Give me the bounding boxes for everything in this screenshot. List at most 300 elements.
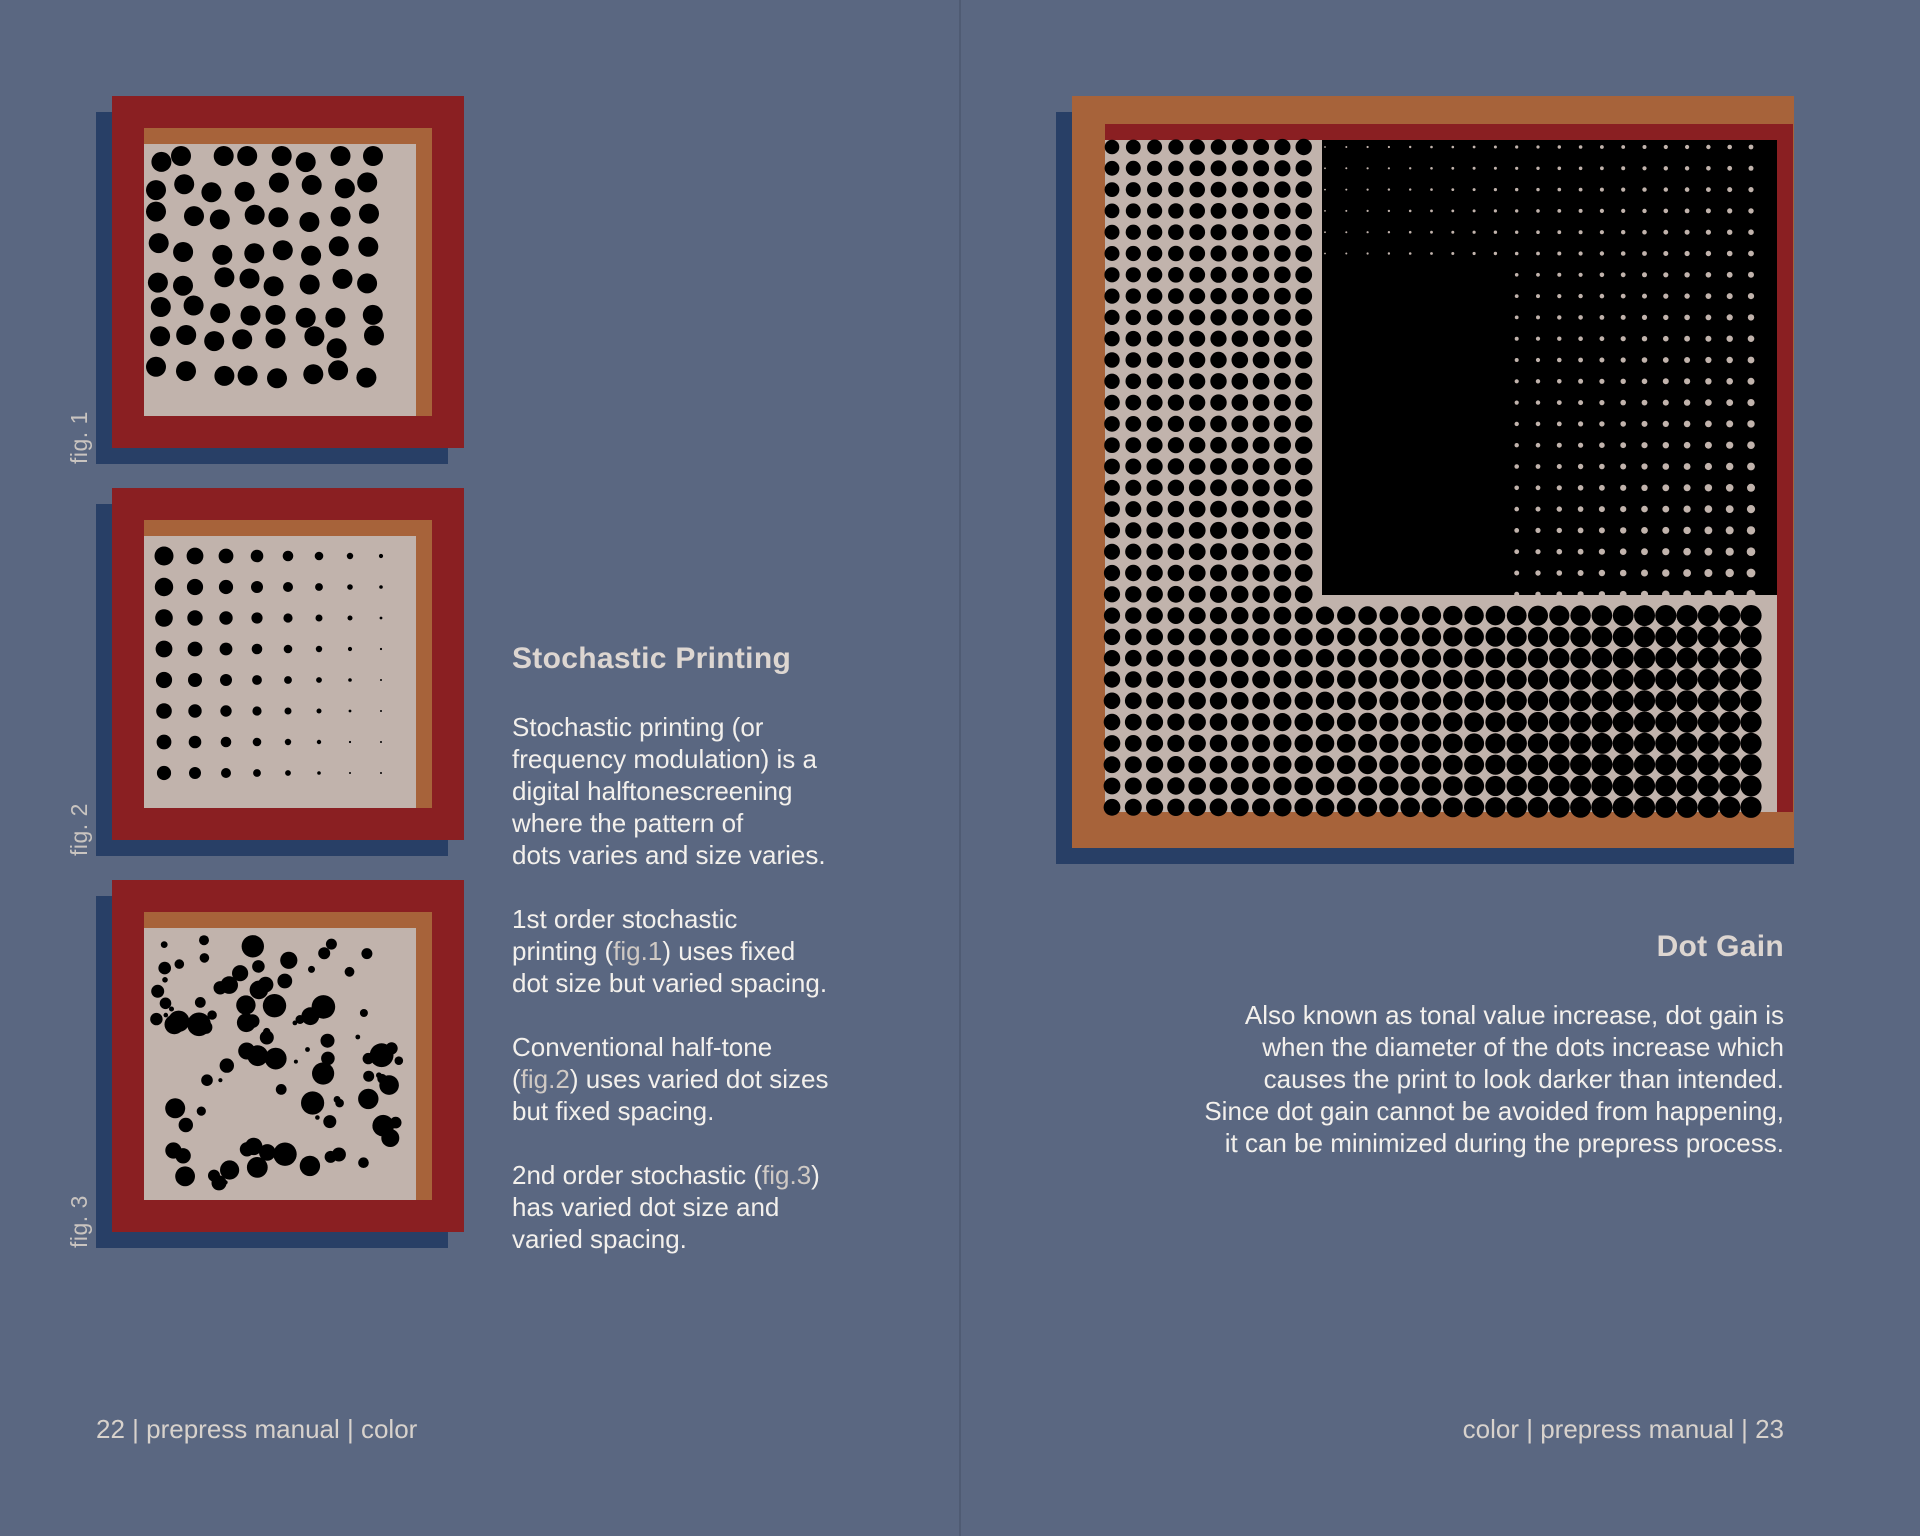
halftone-dot (173, 242, 193, 262)
halftone-dot (1274, 628, 1292, 646)
halftone-dot (1295, 288, 1312, 305)
halftone-dot (302, 175, 322, 195)
halftone-dot (1600, 294, 1605, 299)
halftone-dot (1557, 464, 1562, 469)
halftone-dot (355, 1035, 360, 1040)
halftone-dot (1104, 608, 1120, 624)
halftone-dot (1252, 628, 1270, 646)
halftone-dot (253, 738, 262, 747)
halftone-dot (214, 981, 227, 994)
halftone-dot (156, 672, 172, 688)
halftone-dot (1430, 167, 1433, 170)
halftone-dot (1401, 649, 1420, 668)
halftone-dot (1655, 626, 1676, 647)
halftone-dot (1579, 209, 1583, 213)
halftone-dot (1705, 336, 1711, 342)
halftone-dot (1189, 480, 1206, 497)
halftone-dot (155, 609, 173, 627)
halftone-dot (1210, 543, 1227, 560)
halftone-dot (1189, 224, 1205, 240)
halftone-dot (1599, 527, 1605, 533)
halftone-dot (357, 273, 377, 293)
halftone-dot (1747, 505, 1755, 513)
halftone-dot (1642, 272, 1647, 277)
halftone-dot (1663, 421, 1669, 427)
halftone-dot (1578, 443, 1583, 448)
halftone-dot (349, 741, 351, 743)
halftone-dot (1388, 252, 1390, 254)
halftone-dot (1748, 357, 1755, 364)
halftone-dot (1705, 505, 1713, 513)
halftone-dot (1549, 606, 1569, 626)
halftone-dot (390, 1079, 395, 1084)
halftone-dot (1663, 336, 1669, 342)
halftone-dot (1641, 506, 1648, 513)
halftone-dot (1104, 735, 1121, 752)
halftone-dot (1104, 416, 1120, 432)
halftone-dot (1253, 394, 1270, 411)
halftone-dot (1324, 231, 1326, 233)
halftone-dot (1273, 692, 1291, 710)
halftone-dot (296, 152, 316, 172)
halftone-dot (1189, 161, 1205, 177)
halftone-dot (1578, 549, 1584, 555)
halftone-dot (1464, 691, 1484, 711)
halftone-dot (252, 644, 263, 655)
figure-3 (94, 878, 474, 1254)
halftone-dot (1232, 352, 1249, 369)
halftone-dot (1345, 146, 1347, 148)
halftone-dot (1337, 734, 1356, 753)
halftone-dot (1528, 606, 1548, 626)
halftone-dot (1515, 188, 1518, 191)
halftone-dot (1655, 797, 1676, 818)
halftone-dot (1634, 690, 1655, 711)
halftone-dot (1232, 394, 1249, 411)
halftone-dot (1189, 522, 1206, 539)
halftone-dot (285, 708, 292, 715)
halftone-dot (1189, 309, 1205, 325)
halftone-dot (1337, 777, 1356, 796)
halftone-dot (1345, 210, 1347, 212)
halftone-dot (168, 1011, 189, 1032)
halftone-dot (1698, 605, 1719, 626)
halftone-dot (1232, 309, 1248, 325)
halftone-dot (1345, 167, 1347, 169)
halftone-dot (1168, 203, 1183, 218)
halftone-dot (1557, 337, 1561, 341)
halftone-dot (1125, 501, 1141, 517)
text-line: but fixed spacing. (512, 1096, 715, 1126)
halftone-dot (1727, 314, 1733, 320)
halftone-dot (1642, 209, 1646, 213)
halftone-dot (1570, 733, 1591, 754)
halftone-dot (1536, 252, 1540, 256)
halftone-dot (1273, 777, 1291, 795)
halftone-dot (380, 679, 382, 681)
halftone-dot (1740, 669, 1761, 690)
halftone-dot (1379, 670, 1398, 689)
halftone-dot (1549, 691, 1570, 712)
halftone-dot (1147, 437, 1163, 453)
halftone-dot (151, 152, 171, 172)
halftone-dot (1663, 442, 1669, 448)
halftone-dot (1252, 777, 1270, 795)
halftone-dot (1168, 288, 1184, 304)
halftone-dot (1494, 188, 1497, 191)
halftone-dot (1274, 415, 1291, 432)
halftone-dot (1104, 501, 1120, 517)
halftone-dot (1274, 437, 1291, 454)
halftone-dot (1641, 442, 1647, 448)
halftone-dot (179, 1118, 193, 1132)
halftone-dot (1294, 798, 1313, 817)
text-line: dot size but varied spacing. (512, 968, 828, 998)
halftone-dot (1600, 230, 1604, 234)
halftone-dot (1507, 712, 1527, 732)
halftone-dot (1726, 378, 1733, 385)
halftone-dot (357, 172, 377, 192)
halftone-dot (1613, 669, 1634, 690)
halftone-dot (1558, 188, 1562, 192)
halftone-dot (1401, 734, 1420, 753)
halftone-dot (1274, 224, 1290, 240)
halftone-dot (1211, 224, 1227, 240)
halftone-dot (1126, 352, 1142, 368)
halftone-dot (1253, 203, 1269, 219)
halftone-dot (1719, 775, 1740, 796)
halftone-dot (345, 967, 355, 977)
halftone-dot (1210, 756, 1228, 774)
halftone-dot (305, 1047, 310, 1052)
halftone-dot (363, 1071, 374, 1082)
halftone-dot (1126, 331, 1142, 347)
text-line: dots varies and size varies. (512, 840, 826, 870)
halftone-dot (1536, 273, 1540, 277)
fig-reference: fig.1 (613, 936, 663, 966)
halftone-dot (1578, 379, 1583, 384)
halftone-dot (1253, 437, 1270, 454)
halftone-dot (312, 995, 336, 1019)
halftone-dot (1345, 189, 1347, 191)
halftone-dot (316, 615, 323, 622)
halftone-dot (1146, 735, 1163, 752)
halftone-dot (348, 678, 352, 682)
halftone-dot (251, 612, 262, 623)
halftone-dot (1422, 670, 1441, 689)
halftone-dot (1358, 734, 1377, 753)
halftone-dot (187, 548, 204, 565)
halftone-dot (1726, 548, 1734, 556)
halftone-dot (1578, 485, 1584, 491)
halftone-dot (1231, 735, 1249, 753)
halftone-dot (1706, 145, 1710, 149)
halftone-dot (1388, 231, 1390, 233)
halftone-dot (1232, 267, 1248, 283)
halftone-dot (250, 981, 269, 1000)
halftone-dot (1451, 252, 1454, 255)
text-line: it can be minimized during the prepress process. (1224, 1128, 1784, 1158)
right-page (960, 0, 1920, 1536)
halftone-dot (1210, 628, 1227, 645)
stochastic-printing-heading: Stochastic Printing (512, 642, 792, 675)
halftone-dot (1210, 373, 1226, 389)
halftone-dot (265, 1048, 287, 1070)
halftone-dot (1367, 210, 1369, 212)
halftone-dot (1451, 231, 1454, 234)
halftone-dot (1655, 648, 1676, 669)
halftone-dot (358, 1157, 369, 1168)
halftone-dot (300, 275, 320, 295)
halftone-dot (1747, 399, 1754, 406)
halftone-dot (1642, 357, 1648, 363)
halftone-dot (1621, 357, 1626, 362)
halftone-dot (1147, 416, 1163, 432)
halftone-dot (1677, 733, 1698, 754)
halftone-dot (1473, 188, 1476, 191)
halftone-dot (1430, 188, 1433, 191)
halftone-dot (283, 582, 293, 592)
halftone-dot (268, 207, 288, 227)
text-line: where the pattern of (512, 808, 744, 838)
halftone-dot (1295, 394, 1312, 411)
halftone-dot (1430, 146, 1433, 149)
halftone-dot (1147, 225, 1162, 240)
halftone-dot (363, 146, 383, 166)
halftone-dot (266, 305, 286, 325)
halftone-dot (1210, 309, 1226, 325)
halftone-dot (1655, 690, 1676, 711)
halftone-dot (1570, 690, 1591, 711)
halftone-dot (1253, 245, 1269, 261)
halftone-dot (1536, 422, 1541, 427)
halftone-dot (1337, 670, 1356, 689)
halftone-dot (1388, 188, 1390, 190)
halftone-dot (1655, 733, 1676, 754)
halftone-dot (1430, 252, 1433, 255)
halftone-dot (1104, 480, 1120, 496)
halftone-dot (1655, 669, 1676, 690)
halftone-dot (1557, 358, 1562, 363)
halftone-dot (1705, 548, 1713, 556)
halftone-dot (1677, 626, 1698, 647)
halftone-dot (1578, 358, 1583, 363)
halftone-dot (1634, 775, 1655, 796)
halftone-dot (1295, 373, 1312, 390)
halftone-dot (1642, 166, 1646, 170)
halftone-dot (1514, 486, 1519, 491)
halftone-dot (364, 326, 384, 346)
halftone-dot (1528, 691, 1548, 711)
halftone-dot (1706, 251, 1711, 256)
halftone-dot (1295, 351, 1312, 368)
halftone-dot (1210, 437, 1227, 454)
halftone-dot (1231, 458, 1248, 475)
halftone-dot (1536, 464, 1541, 469)
halftone-dot (1104, 310, 1119, 325)
halftone-dot (1253, 415, 1270, 432)
halftone-dot (380, 741, 382, 743)
halftone-dot (1685, 209, 1690, 214)
halftone-dot (1704, 569, 1712, 577)
halftone-dot (1591, 733, 1612, 754)
halftone-dot (1210, 607, 1227, 624)
halftone-dot (1740, 733, 1761, 754)
halftone-dot (1125, 650, 1142, 667)
text-line: Stochastic printing (or (512, 712, 764, 742)
halftone-dot (1232, 288, 1248, 304)
halftone-dot (1684, 272, 1689, 277)
fig-3-label: fig. 3 (66, 1195, 92, 1248)
halftone-dot (1324, 253, 1326, 255)
halftone-dot (1557, 230, 1561, 234)
halftone-dot (1704, 590, 1712, 598)
halftone-dot (1486, 670, 1506, 690)
halftone-dot (285, 770, 291, 776)
halftone-dot (1620, 570, 1627, 577)
halftone-dot (1719, 669, 1740, 690)
halftone-dot (1486, 606, 1506, 626)
halftone-dot (1748, 293, 1754, 299)
halftone-dot (1147, 352, 1163, 368)
halftone-dot (284, 645, 293, 654)
halftone-dot (1358, 691, 1377, 710)
halftone-dot (1613, 605, 1634, 626)
halftone-dot (1570, 627, 1591, 648)
halftone-dot (1698, 648, 1719, 669)
page-footer-left: 22 | prepress manual | color (96, 1414, 418, 1444)
halftone-dot (1422, 606, 1441, 625)
halftone-dot (1358, 606, 1377, 625)
text-line: Also known as tonal value increase, dot gain is (1244, 1000, 1784, 1030)
halftone-dot (1189, 671, 1206, 688)
halftone-dot (1451, 210, 1454, 213)
halftone-dot (1253, 224, 1269, 240)
halftone-dot (1430, 231, 1433, 234)
halftone-dot (1556, 591, 1562, 597)
text-line: Conventional half-tone (512, 1032, 773, 1062)
halftone-dot (150, 326, 170, 346)
halftone-dot (1740, 712, 1761, 733)
halftone-dot (210, 303, 230, 323)
halftone-dot (1557, 549, 1563, 555)
halftone-dot (1189, 586, 1206, 603)
halftone-dot (1443, 776, 1463, 796)
halftone-dot (1591, 754, 1612, 775)
halftone-dot (252, 706, 261, 715)
halftone-dot (1515, 231, 1518, 234)
halftone-dot (1557, 209, 1561, 213)
halftone-dot (1104, 374, 1119, 389)
halftone-dot (151, 985, 164, 998)
halftone-dot (1168, 139, 1183, 154)
halftone-dot (1749, 145, 1754, 150)
halftone-dot (1409, 231, 1412, 234)
halftone-dot (1514, 592, 1519, 597)
halftone-dot (1747, 526, 1755, 534)
halftone-dot (1210, 565, 1227, 582)
halftone-dot (1494, 231, 1497, 234)
halftone-dot (1557, 485, 1562, 490)
halftone-dot (1232, 203, 1248, 219)
halftone-dot (1231, 671, 1249, 689)
halftone-dot (1211, 267, 1227, 283)
halftone-dot (1747, 441, 1755, 449)
halftone-dot (280, 952, 297, 969)
halftone-dot (1579, 188, 1583, 192)
halftone-dot (1684, 315, 1690, 321)
halftone-dot (1189, 373, 1205, 389)
halftone-dot (1253, 309, 1270, 326)
halftone-dot (1316, 777, 1335, 796)
halftone-dot (1683, 590, 1691, 598)
halftone-dot (224, 1180, 228, 1184)
halftone-dot (188, 642, 203, 657)
halftone-dot (1274, 458, 1291, 475)
halftone-dot (1210, 692, 1227, 709)
halftone-dot (1189, 713, 1206, 730)
halftone-dot (1683, 548, 1691, 556)
halftone-dot (1549, 648, 1569, 668)
halftone-dot (1613, 754, 1634, 775)
halftone-dot (1231, 416, 1248, 433)
halftone-dot (1358, 649, 1377, 668)
halftone-dot (1274, 203, 1290, 219)
halftone-dot (1125, 565, 1141, 581)
halftone-dot (1324, 210, 1326, 212)
halftone-dot (1295, 543, 1313, 561)
halftone-dot (296, 308, 316, 328)
halftone-dot (1494, 252, 1497, 255)
halftone-dot (1747, 569, 1756, 578)
halftone-dot (1684, 421, 1691, 428)
halftone-dot (1620, 442, 1626, 448)
halftone-dot (1642, 336, 1647, 341)
halftone-dot (1473, 167, 1476, 170)
halftone-dot (1507, 691, 1527, 711)
halftone-dot (1274, 160, 1290, 176)
halftone-dot (1536, 400, 1540, 404)
halftone-dot (214, 146, 234, 166)
halftone-dot (1570, 776, 1591, 797)
halftone-dot (1294, 777, 1313, 796)
halftone-dot (1147, 246, 1162, 261)
halftone-dot (312, 1062, 334, 1084)
halftone-dot (1621, 166, 1625, 170)
halftone-dot (1274, 500, 1291, 517)
halftone-dot (1677, 775, 1698, 796)
halftone-dot (1274, 181, 1290, 197)
halftone-dot (1147, 501, 1163, 517)
halftone-dot (1274, 479, 1291, 496)
halftone-dot (1747, 547, 1756, 556)
halftone-dot (1295, 607, 1313, 625)
halftone-dot (247, 1045, 268, 1066)
halftone-dot (240, 269, 260, 289)
halftone-dot (1747, 463, 1755, 471)
halftone-dot (251, 581, 263, 593)
halftone-dot (244, 243, 264, 263)
halftone-dot (1600, 273, 1605, 278)
halftone-dot (1125, 416, 1141, 432)
halftone-dot (1210, 458, 1227, 475)
halftone-dot (1684, 378, 1690, 384)
halftone-dot (1748, 208, 1753, 213)
halftone-dot (1634, 669, 1655, 690)
halftone-dot (1168, 246, 1184, 262)
halftone-dot (1549, 627, 1569, 647)
halftone-dot (1401, 755, 1420, 774)
